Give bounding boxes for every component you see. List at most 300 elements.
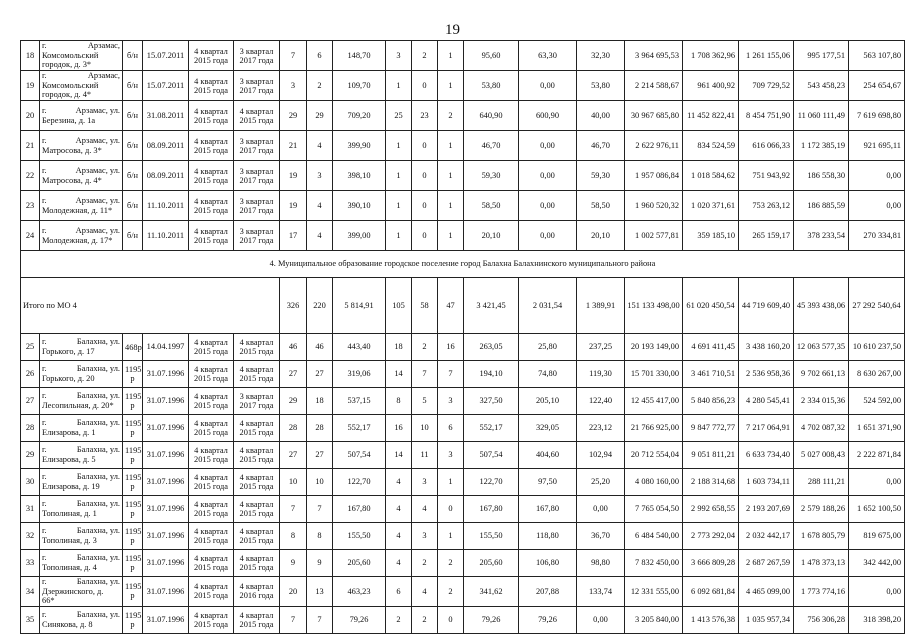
value-cell: 1 xyxy=(386,161,412,191)
address-prefix: г. xyxy=(42,610,47,620)
value-cell: 4 xyxy=(386,523,412,550)
table-row xyxy=(21,577,905,607)
document-date-cell: 31.07.1996 xyxy=(143,442,189,469)
total-cell: 45 393 438,06 xyxy=(794,278,849,334)
value-cell: 14 xyxy=(386,361,412,388)
document-date-cell: 31.07.1996 xyxy=(143,523,189,550)
amount-cell: 10 610 237,50 xyxy=(849,334,905,361)
value-cell: 404,60 xyxy=(519,442,577,469)
document-date-cell: 15.07.2011 xyxy=(143,71,189,101)
value-cell: 1 xyxy=(386,131,412,161)
value-cell: 79,26 xyxy=(464,606,519,633)
amount-cell: 5 840 856,23 xyxy=(683,388,739,415)
address-prefix: г. xyxy=(42,105,47,115)
total-cell: 220 xyxy=(307,278,333,334)
value-cell: 8 xyxy=(307,523,333,550)
actual-date-cell: 4 квартал 2015 года xyxy=(234,415,280,442)
actual-date-cell: 3 квартал 2017 года xyxy=(234,191,280,221)
amount-cell: 753 263,12 xyxy=(739,191,794,221)
amount-cell: 2 193 207,69 xyxy=(739,496,794,523)
amount-cell: 9 847 772,77 xyxy=(683,415,739,442)
actual-date-cell: 3 квартал 2017 года xyxy=(234,71,280,101)
value-cell: 319,06 xyxy=(333,361,386,388)
amount-cell: 543 458,23 xyxy=(794,71,849,101)
amount-cell: 9 702 661,13 xyxy=(794,361,849,388)
document-number-cell: б/н xyxy=(123,101,143,131)
actual-date-cell: 3 квартал 2017 года xyxy=(234,388,280,415)
value-cell: 118,80 xyxy=(519,523,577,550)
amount-cell: 1 957 086,84 xyxy=(625,161,683,191)
value-cell: 63,30 xyxy=(519,41,577,71)
value-cell: 507,54 xyxy=(333,442,386,469)
amount-cell: 1 020 371,61 xyxy=(683,191,739,221)
address-cell xyxy=(40,361,123,388)
value-cell: 3 xyxy=(307,161,333,191)
amount-cell: 11 452 822,41 xyxy=(683,101,739,131)
value-cell: 18 xyxy=(386,334,412,361)
amount-cell: 3 666 809,28 xyxy=(683,550,739,577)
value-cell: 17 xyxy=(280,221,307,251)
amount-cell: 0,00 xyxy=(849,191,905,221)
address-street: Горького, д. 17 xyxy=(42,347,95,356)
amount-cell: 8 454 751,90 xyxy=(739,101,794,131)
address-city: Балахна, ул. xyxy=(76,577,120,586)
total-cell: 58 xyxy=(412,278,438,334)
value-cell: 7 xyxy=(438,361,464,388)
document-date-cell: 31.07.1996 xyxy=(143,550,189,577)
value-cell: 237,25 xyxy=(577,334,625,361)
planned-date-cell: 4 квартал 2015 года xyxy=(189,361,234,388)
amount-cell: 265 159,17 xyxy=(739,221,794,251)
total-cell: 61 020 450,54 xyxy=(683,278,739,334)
table-row xyxy=(21,442,905,469)
value-cell: 16 xyxy=(386,415,412,442)
planned-date-cell: 4 квартал 2015 года xyxy=(189,131,234,161)
amount-cell: 15 701 330,00 xyxy=(625,361,683,388)
amount-cell: 6 484 540,00 xyxy=(625,523,683,550)
row-number-cell: 23 xyxy=(21,191,40,221)
address-street: Горького, д. 20 xyxy=(42,374,95,383)
address-street: Тополиная, д. 3 xyxy=(42,536,97,545)
value-cell: 0 xyxy=(412,161,438,191)
value-cell: 4 xyxy=(307,221,333,251)
amount-cell: 921 695,11 xyxy=(849,131,905,161)
address-city: Балахна, ул. xyxy=(76,526,120,536)
address-prefix: г. xyxy=(42,418,47,428)
value-cell: 32,30 xyxy=(577,41,625,71)
amount-cell: 1 035 957,34 xyxy=(739,606,794,633)
amount-cell: 4 702 087,32 xyxy=(794,415,849,442)
address-street: городок, д. 3* xyxy=(42,60,92,70)
row-number-cell: 25 xyxy=(21,334,40,361)
table-row xyxy=(21,606,905,633)
value-cell: 0 xyxy=(412,131,438,161)
address-cell xyxy=(40,221,123,251)
actual-date-cell: 4 квартал 2015 года xyxy=(234,550,280,577)
value-cell: 16 xyxy=(438,334,464,361)
address-city: Балахна, ул. xyxy=(76,418,120,428)
document-date-cell: 31.07.1996 xyxy=(143,388,189,415)
actual-date-cell: 3 квартал 2017 года xyxy=(234,161,280,191)
value-cell: 0 xyxy=(412,221,438,251)
address-city: Арзамас, ул. xyxy=(75,195,120,205)
value-cell: 122,70 xyxy=(464,469,519,496)
value-cell: 1 xyxy=(386,71,412,101)
address-cell xyxy=(40,442,123,469)
amount-cell: 756 306,28 xyxy=(794,606,849,633)
amount-cell: 3 964 695,53 xyxy=(625,41,683,71)
address-cell xyxy=(40,550,123,577)
amount-cell: 709 729,52 xyxy=(739,71,794,101)
value-cell: 398,10 xyxy=(333,161,386,191)
address-street: Матросова, д. 4* xyxy=(42,175,102,185)
address-cell xyxy=(40,131,123,161)
document-date-cell: 08.09.2011 xyxy=(143,161,189,191)
value-cell: 59,30 xyxy=(577,161,625,191)
value-cell: 98,80 xyxy=(577,550,625,577)
value-cell: 25,20 xyxy=(577,469,625,496)
total-cell: 27 292 540,64 xyxy=(849,278,905,334)
value-cell: 79,26 xyxy=(333,606,386,633)
section-title: 4. Муниципальное образование городское поселение город Балахна Балахнинского муниципального района xyxy=(21,251,905,278)
actual-date-cell: 4 квартал 2015 года xyxy=(234,523,280,550)
actual-date-cell: 4 квартал 2015 года xyxy=(234,496,280,523)
actual-date-cell: 4 квартал 2015 года xyxy=(234,361,280,388)
value-cell: 20,10 xyxy=(577,221,625,251)
value-cell: 23 xyxy=(412,101,438,131)
amount-cell: 3 438 160,20 xyxy=(739,334,794,361)
amount-cell: 7 217 064,91 xyxy=(739,415,794,442)
value-cell: 1 xyxy=(438,71,464,101)
value-cell: 6 xyxy=(307,41,333,71)
table-row xyxy=(21,191,905,221)
value-cell: 46 xyxy=(307,334,333,361)
amount-cell: 1 960 520,32 xyxy=(625,191,683,221)
value-cell: 0 xyxy=(438,606,464,633)
total-row xyxy=(21,278,905,334)
address-street: Елизарова, д. 19 xyxy=(42,482,100,491)
address-street: Молодежная, д. 11* xyxy=(42,205,113,215)
amount-cell: 7 619 698,80 xyxy=(849,101,905,131)
value-cell: 46 xyxy=(280,334,307,361)
value-cell: 155,50 xyxy=(464,523,519,550)
amount-cell: 2 579 188,26 xyxy=(794,496,849,523)
amount-cell: 2 334 015,36 xyxy=(794,388,849,415)
address-street: 66* xyxy=(42,596,55,606)
document-date-cell: 11.10.2011 xyxy=(143,221,189,251)
row-number-cell: 27 xyxy=(21,388,40,415)
amount-cell: 4 691 411,45 xyxy=(683,334,739,361)
address-prefix: г. xyxy=(42,445,47,455)
amount-cell: 2 214 588,67 xyxy=(625,71,683,101)
row-number-cell: 35 xyxy=(21,606,40,633)
value-cell: 443,40 xyxy=(333,334,386,361)
amount-cell: 20 193 149,00 xyxy=(625,334,683,361)
value-cell: 27 xyxy=(280,442,307,469)
address-street: Елизарова, д. 5 xyxy=(42,455,96,464)
value-cell: 7 xyxy=(412,361,438,388)
amount-cell: 7 765 054,50 xyxy=(625,496,683,523)
address-prefix: г. xyxy=(42,165,47,175)
value-cell: 7 xyxy=(280,606,307,633)
page-number: 19 xyxy=(445,22,460,38)
table-row xyxy=(21,131,905,161)
value-cell: 7 xyxy=(307,496,333,523)
value-cell: 0 xyxy=(412,191,438,221)
address-street: Тополиная, д. 1 xyxy=(42,509,97,518)
value-cell: 25 xyxy=(386,101,412,131)
planned-date-cell: 4 квартал 2015 года xyxy=(189,606,234,633)
value-cell: 4 xyxy=(412,577,438,607)
value-cell: 11 xyxy=(412,442,438,469)
row-number-cell: 19 xyxy=(21,71,40,101)
value-cell: 1 xyxy=(438,131,464,161)
value-cell: 4 xyxy=(386,469,412,496)
value-cell: 29 xyxy=(307,101,333,131)
amount-cell: 751 943,92 xyxy=(739,161,794,191)
amount-cell: 1 652 100,50 xyxy=(849,496,905,523)
document-date-cell: 31.07.1996 xyxy=(143,577,189,607)
table-row xyxy=(21,71,905,101)
table-row xyxy=(21,41,905,71)
address-cell xyxy=(40,101,123,131)
address-prefix: г. xyxy=(42,71,47,81)
document-number-cell: б/н xyxy=(123,161,143,191)
value-cell: 4 xyxy=(307,131,333,161)
value-cell: 27 xyxy=(307,442,333,469)
row-number-cell: 30 xyxy=(21,469,40,496)
value-cell: 194,10 xyxy=(464,361,519,388)
amount-cell: 1 172 385,19 xyxy=(794,131,849,161)
value-cell: 1 xyxy=(386,221,412,251)
address-city: Арзамас, ул. xyxy=(75,225,120,235)
value-cell: 155,50 xyxy=(333,523,386,550)
table-row xyxy=(21,334,905,361)
amount-cell: 6 633 734,40 xyxy=(739,442,794,469)
document-number-cell: 1195 р xyxy=(123,606,143,633)
value-cell: 552,17 xyxy=(333,415,386,442)
value-cell: 2 xyxy=(412,41,438,71)
amount-cell: 318 398,20 xyxy=(849,606,905,633)
total-cell: 151 133 498,00 xyxy=(625,278,683,334)
value-cell: 7 xyxy=(280,496,307,523)
value-cell: 1 xyxy=(438,161,464,191)
document-number-cell: б/н xyxy=(123,41,143,71)
value-cell: 2 xyxy=(438,101,464,131)
address-street: Елизарова, д. 1 xyxy=(42,428,96,437)
address-cell xyxy=(40,161,123,191)
value-cell: 167,80 xyxy=(464,496,519,523)
address-city: Балахна, ул. xyxy=(76,610,120,620)
address-city: Арзамас, xyxy=(87,71,120,81)
value-cell: 390,10 xyxy=(333,191,386,221)
amount-cell: 1 773 774,16 xyxy=(794,577,849,607)
value-cell: 28 xyxy=(280,415,307,442)
address-cell xyxy=(40,191,123,221)
value-cell: 4 xyxy=(386,496,412,523)
value-cell: 0,00 xyxy=(519,131,577,161)
amount-cell: 254 654,67 xyxy=(849,71,905,101)
row-number-cell: 20 xyxy=(21,101,40,131)
total-cell: 47 xyxy=(438,278,464,334)
amount-cell: 819 675,00 xyxy=(849,523,905,550)
amount-cell: 5 027 008,43 xyxy=(794,442,849,469)
document-number-cell: 1195 р xyxy=(123,577,143,607)
table-row xyxy=(21,496,905,523)
row-number-cell: 22 xyxy=(21,161,40,191)
value-cell: 8 xyxy=(386,388,412,415)
amount-cell: 1 603 734,11 xyxy=(739,469,794,496)
amount-cell: 1 002 577,81 xyxy=(625,221,683,251)
value-cell: 1 xyxy=(438,221,464,251)
amount-cell: 2 773 292,04 xyxy=(683,523,739,550)
value-cell: 27 xyxy=(280,361,307,388)
value-cell: 537,15 xyxy=(333,388,386,415)
value-cell: 341,62 xyxy=(464,577,519,607)
value-cell: 2 xyxy=(412,606,438,633)
total-cell: 105 xyxy=(386,278,412,334)
amount-cell: 378 233,54 xyxy=(794,221,849,251)
value-cell: 327,50 xyxy=(464,388,519,415)
value-cell: 21 xyxy=(280,131,307,161)
amount-cell: 616 066,33 xyxy=(739,131,794,161)
value-cell: 59,30 xyxy=(464,161,519,191)
document-date-cell: 08.09.2011 xyxy=(143,131,189,161)
planned-date-cell: 4 квартал 2015 года xyxy=(189,550,234,577)
amount-cell: 2 188 314,68 xyxy=(683,469,739,496)
actual-date-cell: 4 квартал 2016 года xyxy=(234,577,280,607)
row-number-cell: 28 xyxy=(21,415,40,442)
amount-cell: 1 261 155,06 xyxy=(739,41,794,71)
address-city: Балахна, ул. xyxy=(76,472,120,482)
value-cell: 19 xyxy=(280,161,307,191)
row-number-cell: 29 xyxy=(21,442,40,469)
value-cell: 74,80 xyxy=(519,361,577,388)
value-cell: 0,00 xyxy=(519,161,577,191)
value-cell: 46,70 xyxy=(577,131,625,161)
address-street: городок, д. 4* xyxy=(42,90,92,100)
address-cell xyxy=(40,388,123,415)
document-date-cell: 31.07.1996 xyxy=(143,606,189,633)
actual-date-cell: 3 квартал 2017 года xyxy=(234,221,280,251)
value-cell: 0,00 xyxy=(519,221,577,251)
total-cell: 5 814,91 xyxy=(333,278,386,334)
total-label: Итого по МО 4 xyxy=(21,278,280,334)
document-date-cell: 11.10.2011 xyxy=(143,191,189,221)
amount-cell: 12 455 417,00 xyxy=(625,388,683,415)
actual-date-cell: 4 квартал 2015 года xyxy=(234,101,280,131)
actual-date-cell: 3 квартал 2017 года xyxy=(234,41,280,71)
value-cell: 3 xyxy=(438,388,464,415)
amount-cell: 2 032 442,17 xyxy=(739,523,794,550)
amount-cell: 834 524,59 xyxy=(683,131,739,161)
document-number-cell: 1195 р xyxy=(123,496,143,523)
address-city: Арзамас, ул. xyxy=(75,135,120,145)
amount-cell: 1 478 373,13 xyxy=(794,550,849,577)
value-cell: 29 xyxy=(280,388,307,415)
value-cell: 7 xyxy=(280,41,307,71)
value-cell: 27 xyxy=(307,361,333,388)
amount-cell: 2 536 958,36 xyxy=(739,361,794,388)
address-cell xyxy=(40,523,123,550)
amount-cell: 1 678 805,79 xyxy=(794,523,849,550)
value-cell: 0,00 xyxy=(519,191,577,221)
address-street: Березина, д. 1а xyxy=(42,115,96,125)
amount-cell: 30 967 685,80 xyxy=(625,101,683,131)
row-number-cell: 26 xyxy=(21,361,40,388)
value-cell: 552,17 xyxy=(464,415,519,442)
value-cell: 58,50 xyxy=(577,191,625,221)
amount-cell: 4 465 099,00 xyxy=(739,577,794,607)
value-cell: 40,00 xyxy=(577,101,625,131)
planned-date-cell: 4 квартал 2015 года xyxy=(189,496,234,523)
row-number-cell: 31 xyxy=(21,496,40,523)
amount-cell: 2 992 658,55 xyxy=(683,496,739,523)
document-number-cell: 468р xyxy=(123,334,143,361)
document-date-cell: 31.07.1996 xyxy=(143,415,189,442)
table-row xyxy=(21,221,905,251)
value-cell: 2 xyxy=(307,71,333,101)
value-cell: 640,90 xyxy=(464,101,519,131)
value-cell: 399,00 xyxy=(333,221,386,251)
table-row xyxy=(21,523,905,550)
amount-cell: 3 461 710,51 xyxy=(683,361,739,388)
document-date-cell: 31.07.1996 xyxy=(143,469,189,496)
amount-cell: 186 885,59 xyxy=(794,191,849,221)
value-cell: 106,80 xyxy=(519,550,577,577)
value-cell: 2 xyxy=(438,550,464,577)
amount-cell: 4 080 160,00 xyxy=(625,469,683,496)
value-cell: 18 xyxy=(307,388,333,415)
value-cell: 3 xyxy=(412,469,438,496)
table-row xyxy=(21,388,905,415)
value-cell: 79,26 xyxy=(519,606,577,633)
value-cell: 1 xyxy=(438,523,464,550)
value-cell: 6 xyxy=(386,577,412,607)
table-row xyxy=(21,469,905,496)
value-cell: 0,00 xyxy=(577,606,625,633)
planned-date-cell: 4 квартал 2015 года xyxy=(189,191,234,221)
amount-cell: 288 111,21 xyxy=(794,469,849,496)
address-prefix: г. xyxy=(42,499,47,509)
value-cell: 2 xyxy=(412,334,438,361)
value-cell: 1 xyxy=(438,469,464,496)
address-cell xyxy=(40,577,123,607)
value-cell: 7 xyxy=(307,606,333,633)
value-cell: 2 xyxy=(438,577,464,607)
amount-cell: 1 708 362,96 xyxy=(683,41,739,71)
value-cell: 14 xyxy=(386,442,412,469)
section-row xyxy=(21,251,905,278)
value-cell: 2 xyxy=(412,550,438,577)
value-cell: 109,70 xyxy=(333,71,386,101)
address-city: Арзамас, xyxy=(87,41,120,51)
amount-cell: 186 558,30 xyxy=(794,161,849,191)
amount-cell: 0,00 xyxy=(849,577,905,607)
amount-cell: 1 651 371,90 xyxy=(849,415,905,442)
value-cell: 507,54 xyxy=(464,442,519,469)
table-row xyxy=(21,161,905,191)
value-cell: 119,30 xyxy=(577,361,625,388)
planned-date-cell: 4 квартал 2015 года xyxy=(189,469,234,496)
value-cell: 3 xyxy=(386,41,412,71)
value-cell: 8 xyxy=(280,523,307,550)
amount-cell: 995 177,51 xyxy=(794,41,849,71)
value-cell: 205,60 xyxy=(333,550,386,577)
planned-date-cell: 4 квартал 2015 года xyxy=(189,388,234,415)
address-city: Балахна, ул. xyxy=(76,337,120,347)
value-cell: 4 xyxy=(412,496,438,523)
